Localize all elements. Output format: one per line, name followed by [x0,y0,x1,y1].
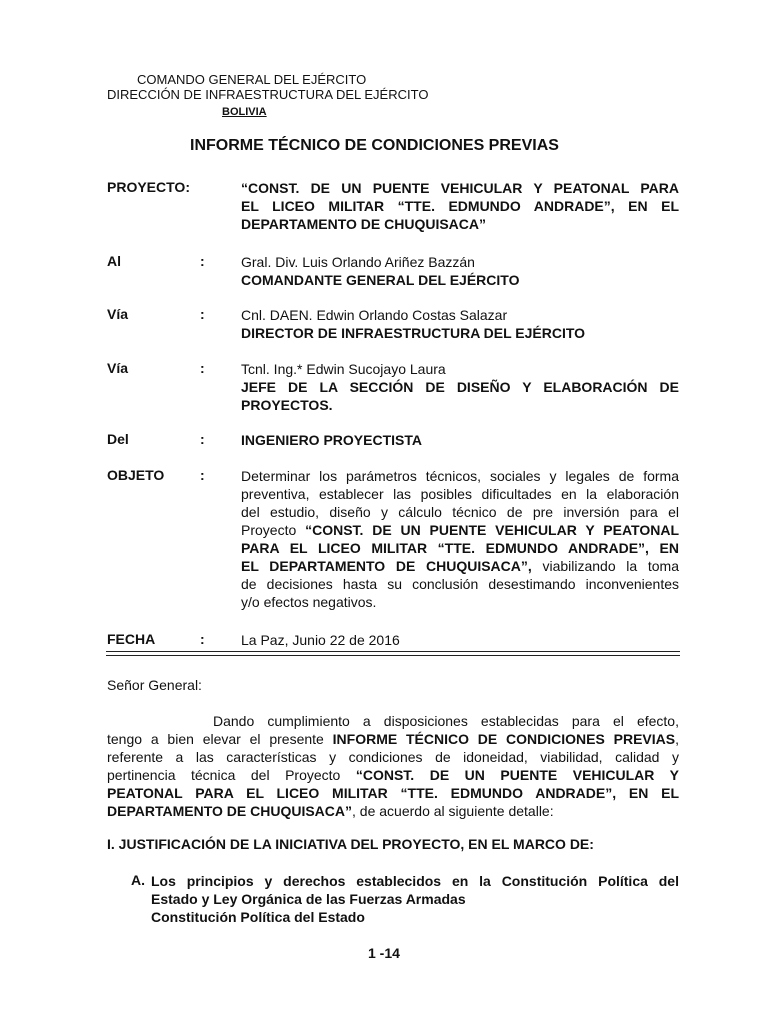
proyecto-line-2: EL LICEO MILITAR “TTE. EDMUNDO ANDRADE”, EN EL [241,198,679,214]
header-line-1: COMANDO GENERAL DEL EJÉRCITO [137,72,367,87]
objeto-line-8: y/o efectos negativos. [241,594,377,610]
al-colon: : [200,253,205,269]
objeto-line-4-a: Proyecto [241,522,306,538]
para-line-2-c: , [675,731,680,747]
header-country: BOLIVIA [222,106,267,118]
salutation: Señor General: [107,677,202,693]
para-line-5: PEATONAL PARA EL LICEO MILITAR “TTE. EDMUNDO ANDRADE”, EN EL [107,785,679,801]
proyecto-value [241,179,679,233]
para-line-4-a: pertinencia técnica del Proyecto [107,767,356,783]
via2-colon: : [200,360,205,376]
objeto-line-2: preventiva, establecer las posibles dificultades en la elaboración [241,486,679,502]
via1-role: DIRECTOR DE INFRAESTRUCTURA DEL EJÉRCITO [241,325,586,341]
page-number: 1 -14 [368,945,400,961]
objeto-line-3: del estudio, diseño y cálculo técnico de pre inversión para el [241,504,679,520]
via2-role-line-2: PROYECTOS. [241,397,333,413]
para-line-6 [107,802,679,820]
objeto-line-5: PARA EL LICEO MILITAR “TTE. EDMUNDO ANDRADE”, EN [241,540,679,556]
al-name: Gral. Div. Luis Orlando Ariñez Bazzán [241,254,475,270]
body-paragraph [107,712,679,820]
del-colon: : [200,431,205,447]
para-line-2-a: tengo a bien elevar el presente [107,731,333,747]
via2-name: Tcnl. Ing.* Edwin Sucojayo Laura [241,361,446,377]
proyecto-line-1: “CONST. DE UN PUENTE VEHICULAR Y PEATONAL PARA [241,180,679,196]
via2-role-line-1: JEFE DE LA SECCIÓN DE DISEÑO Y ELABORACIÓN DE [241,379,679,395]
del-value: INGENIERO PROYECTISTA [241,432,422,448]
objeto-line-6-a: EL DEPARTAMENTO DE CHUQUISACA”, [241,558,532,574]
header-line-2: DIRECCIÓN DE INFRAESTRUCTURA DEL EJÉRCITO [107,87,429,102]
al-role: COMANDANTE GENERAL DEL EJÉRCITO [241,272,520,288]
divider-rule-top [106,651,680,652]
objeto-line-6-b: viabilizando la toma [531,558,679,574]
proyecto-line-3: DEPARTAMENTO DE CHUQUISACA” [241,216,487,232]
para-line-4-b: “CONST. DE UN PUENTE VEHICULAR Y [355,767,679,783]
para-line-3: referente a las características y condiciones de idoneidad, viabilidad, calidad y [107,749,679,765]
via2-role [241,378,679,414]
sub-a-marker: A. [131,872,145,888]
section-1-heading: I. JUSTIFICACIÓN DE LA INICIATIVA DEL PROYECTO, EN EL MARCO DE: [107,836,594,852]
fecha-label: FECHA [107,631,156,647]
sub-a-line-1: Los principios y derechos establecidos en la Constitución Política del [151,873,679,889]
para-line-6-a: DEPARTAMENTO DE CHUQUISACA” [107,803,353,819]
via1-label: Vía [107,306,129,322]
objeto-label: OBJETO [107,467,165,483]
objeto-line-1: Determinar los parámetros técnicos, sociales y legales de forma [241,468,679,484]
del-label: Del [107,431,129,447]
document-title: INFORME TÉCNICO DE CONDICIONES PREVIAS [190,137,559,154]
divider-rule-bottom [106,655,680,656]
para-line-4 [107,766,679,784]
sub-a-line-2: Estado y Ley Orgánica de las Fuerzas Armadas [151,891,466,907]
objeto-text [241,467,679,611]
objeto-line-4-b: “CONST. DE UN PUENTE VEHICULAR Y PEATONAL [305,522,680,538]
para-line-2-b: INFORME TÉCNICO DE CONDICIONES PREVIAS [332,731,676,747]
para-line-1: Dando cumplimiento a disposiciones establecidas para el efecto, [213,713,679,729]
objeto-colon: : [200,467,205,483]
via1-colon: : [200,306,205,322]
fecha-value: La Paz, Junio 22 de 2016 [241,632,400,648]
para-line-2 [107,730,679,748]
al-label: Al [107,253,121,269]
via1-name: Cnl. DAEN. Edwin Orlando Costas Salazar [241,307,508,323]
sub-a-line-3: Constitución Política del Estado [151,909,365,925]
fecha-colon: : [200,631,205,647]
objeto-line-6 [241,557,679,575]
objeto-line-4 [241,521,679,539]
objeto-line-7: de decisiones hasta su conclusión desestimando inconvenientes [241,576,679,592]
sub-a-text [151,872,679,926]
via2-label: Vía [107,360,129,376]
proyecto-label: PROYECTO: [107,179,190,195]
para-line-6-b: , de acuerdo al siguiente detalle: [352,803,554,819]
